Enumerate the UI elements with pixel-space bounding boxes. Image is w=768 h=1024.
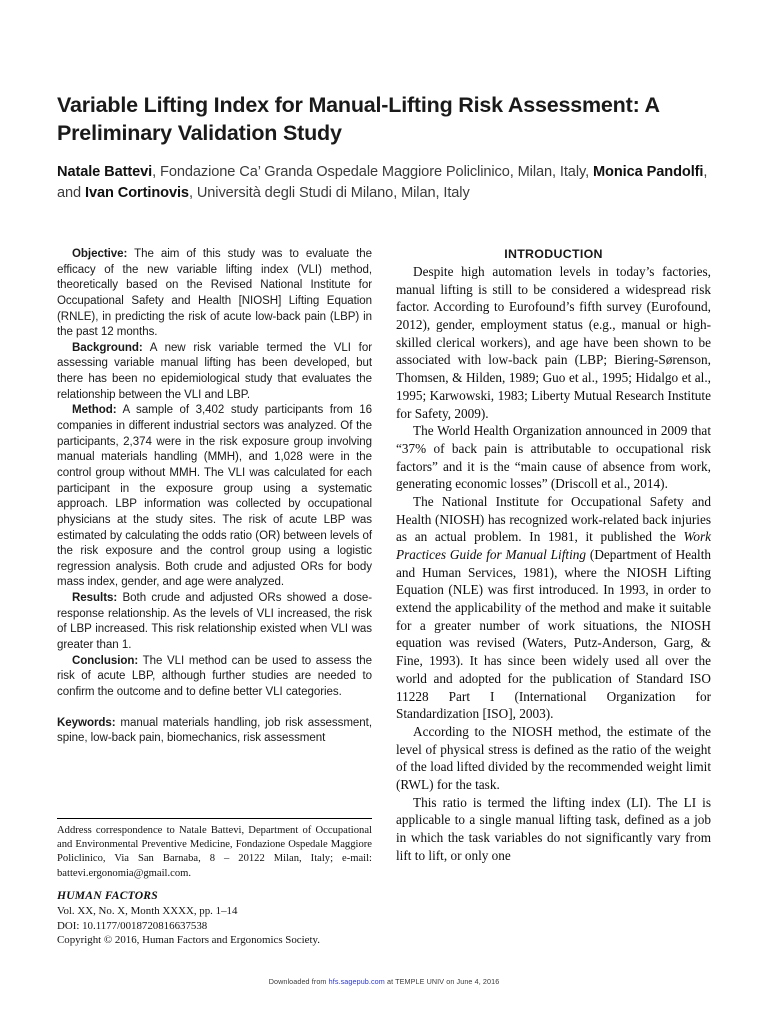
sagepub-link[interactable]: hfs.sagepub.com (328, 977, 385, 986)
intro-p3-part-b: (Department of Health and Human Services, 1981), where the NIOSH Lifting Equation (NLE) was first introduced. In 1993, in order to extend the applicability of the method and make it suitable for a greater number of work situations, the NIOSH equation was revised (Waters, Putz-Anderson, Garg, & Fine, 1993). It has since been widely used all over the world and adopted for the publication of Standard ISO 11228 Part I (International Organization for Standardization [ISO], 2003). (396, 547, 711, 722)
abstract-results-text: Both crude and adjusted ORs showed a dose-response relationship. As the levels of VLI increased, the risk of LBP increased. This risk relationship existed when VLI was greater than 1. (57, 592, 372, 652)
abstract-method-label: Method: (72, 404, 117, 417)
download-suffix: at TEMPLE UNIV on June 4, 2016 (384, 977, 500, 986)
cited-work-title: Work Practices Guide for Manual Lifting (396, 529, 711, 562)
abstract-method (57, 403, 372, 591)
intro-paragraph-2: The World Health Organization announced in 2009 that “37% of back pain is attributable to occupational risk factors” and it is the “main cause of absence from work, generating economic losses” (Driscoll et al., 2014). (396, 423, 711, 492)
journal-info-block (57, 888, 387, 948)
intro-paragraph-1: Despite high automation levels in today’s factories, manual lifting is still to be considered a widespread risk factor. According to Eurofound’s fifth survey (Eurofound, 2012), gender, employment status (e.g., manual or high-skilled clerical workers), and age have been shown to be associated with low-back pain (LBP; Biering-Sørenson, Thomsen, & Hilden, 1989; Guo et al., 1995; Hidalgo et al., 1995; Karwowski, 1983; Liberty Mutual Research Institute for Safety, 2009). (396, 264, 711, 421)
abstract-conclusion-text: The VLI method can be used to assess the risk of acute LBP, although further studies are needed to confirm the outcome and to define better VLI categories. (57, 654, 372, 698)
page-title: Variable Lifting Index for Manual-Lifting Risk Assessment: A Preliminary Validation Study (57, 93, 660, 145)
title-block (57, 92, 717, 203)
download-footer (0, 977, 768, 986)
intro-paragraph-3 (396, 493, 711, 723)
keywords-label: Keywords: (57, 716, 116, 729)
journal-doi-line: DOI: 10.1177/0018720816637538 (57, 919, 208, 932)
abstract-background (57, 341, 372, 404)
journal-copyright-line: Copyright © 2016, Human Factors and Ergonomics Society. (57, 934, 320, 947)
abstract-method-text: A sample of 3,402 study participants from 16 companies in different industrial sectors was analyzed. Of the participants, 2,374 were in the risk exposure group involving manual materials handling (MMH), and 1,028 were in the control group without MMH. The VLI was calculated for each participant in the exposure group using a systematic approach. LBP information was collected by occupational physicians at the study sites. The risk of acute LBP was estimated by calculating the odds ratio (OR) between levels of the risk exposure and the control group using a logistic regression analysis. Both crude and adjusted ORs for body mass index, gender, and age were analyzed. (57, 404, 372, 589)
abstract-objective-label: Objective: (72, 248, 128, 260)
abstract-conclusion-label: Conclusion: (72, 654, 139, 667)
abstract-results-label: Results: (72, 592, 118, 605)
keywords-line (57, 716, 372, 747)
abstract-objective-text: The aim of this study was to evaluate the efficacy of the new variable lifting index (VLI) method, theoretically based on the Revised National Institute for Occupational Safety and Health [NIOSH] Lifting Equation (RNLE), in predicting the risk of acute low-back pain (LBP) in the past 12 months. (57, 248, 372, 339)
keywords-text: manual materials handling, job risk assessment, spine, low-back pain, biomechanics, risk assessment (57, 716, 372, 745)
journal-name: HUMAN FACTORS (57, 889, 158, 902)
abstract-body (57, 247, 372, 701)
section-heading-introduction: INTRODUCTION (504, 247, 603, 261)
intro-paragraph-4: According to the NIOSH method, the estimate of the level of physical stress is defined as the ratio of the weight of the load lifted divided by the recommended weight limit (RWL) for the task. (396, 723, 711, 792)
abstract-background-label: Background: (72, 341, 143, 354)
footnote-divider (57, 818, 372, 819)
introduction-column (396, 247, 711, 864)
abstract-results (57, 591, 372, 654)
correspondence-note: Address correspondence to Natale Battevi, Department of Occupational and Environmental Preventive Medicine, Fondazione Ospedale Maggiore Policlinico, Via San Barnaba, 8 – 20122 Milan, Italy; e-mail: battevi.ergonomia@gmail.com. (57, 825, 372, 879)
abstract-objective (57, 247, 372, 341)
introduction-body (396, 263, 711, 864)
abstract-background-text: A new risk variable termed the VLI for assessing variable manual lifting has been developed, but there has been no epidemiological study that evaluates the relationship between the VLI and LBP. (57, 341, 372, 401)
author-list: Natale Battevi, Fondazione Ca’ Granda Ospedale Maggiore Policlinico, Milan, Italy, Monica Pandolfi, and Ivan Cortinovis, Università degli Studi di Milano, Milan, Italy (57, 164, 708, 201)
journal-volume-line: Vol. XX, No. X, Month XXXX, pp. 1–14 (57, 904, 238, 917)
intro-paragraph-5: This ratio is termed the lifting index (LI). The LI is applicable to a single manual lifting task, defined as a job in which the task variables do not significantly vary from lift to lift, or only one (396, 794, 711, 863)
abstract-conclusion (57, 654, 372, 701)
intro-p3-part-a: The National Institute for Occupational Safety and Health (NIOSH) has recognized work-related back injuries as an actual problem. In 1981, it published the (396, 493, 711, 545)
download-prefix: Downloaded from (268, 977, 329, 986)
abstract-column (57, 247, 372, 747)
